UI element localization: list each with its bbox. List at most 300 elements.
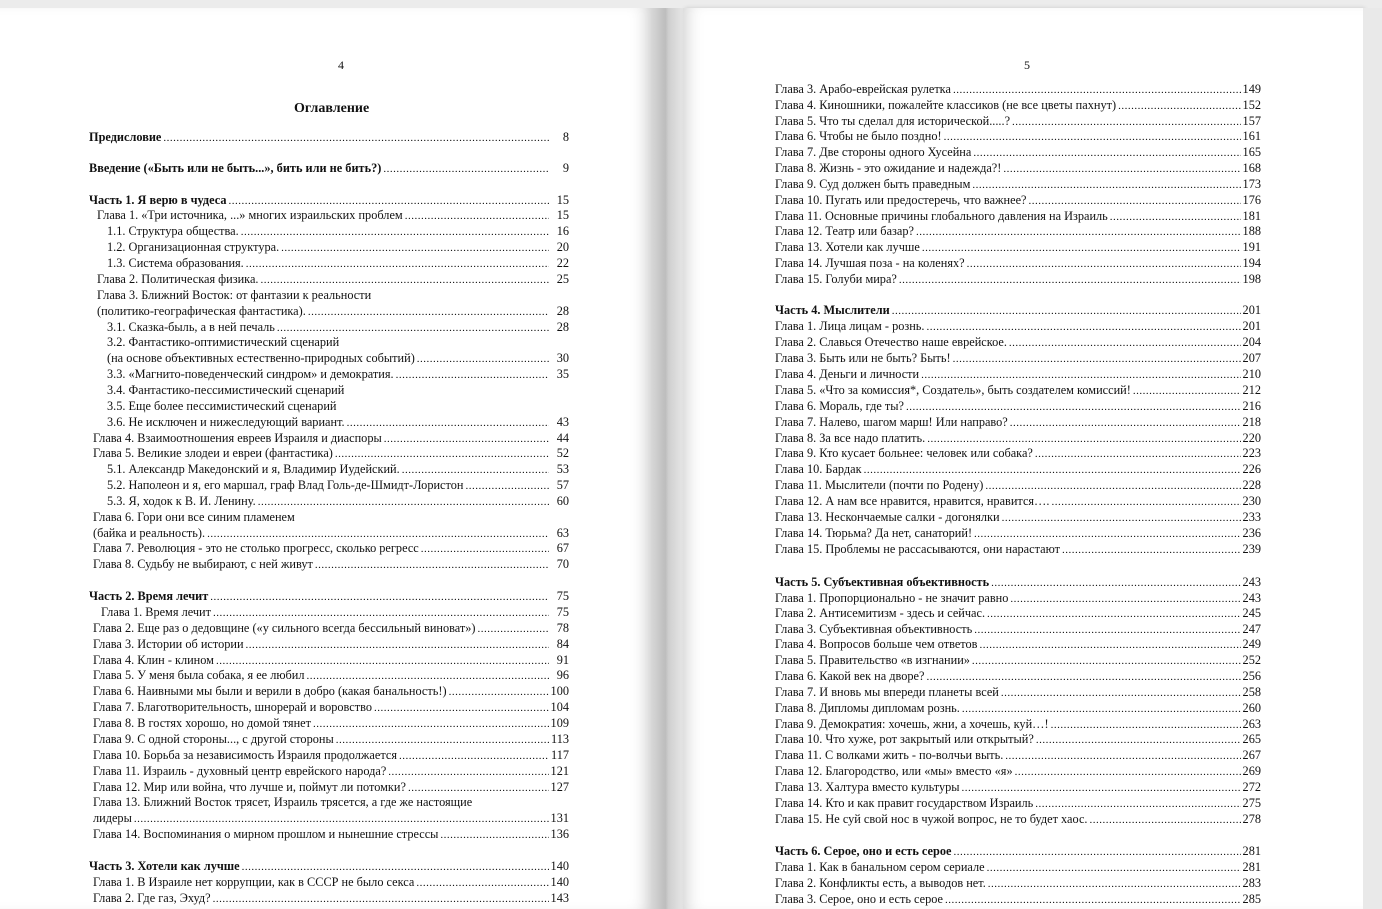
toc-entry-page: 52	[556, 446, 569, 460]
toc-part-heading	[89, 130, 569, 146]
dot-leader	[374, 700, 549, 716]
toc-entry	[775, 796, 1261, 812]
dot-leader	[926, 669, 1240, 685]
toc-entry-page	[551, 288, 569, 304]
dot-leader	[1051, 717, 1241, 733]
toc-part-heading	[775, 303, 1261, 319]
toc-entry-page: 131	[550, 811, 569, 825]
toc-entry-title: Глава 3. Арабо-еврейская рулетка	[775, 82, 951, 96]
toc-entry	[775, 256, 1261, 272]
toc-entry	[89, 875, 569, 891]
dot-leader	[297, 510, 549, 526]
toc-entry	[89, 780, 569, 796]
toc-entry-page: 44	[556, 431, 569, 445]
toc-entry	[775, 462, 1261, 478]
toc-entry-page: 168	[1242, 161, 1261, 175]
toc-entry	[775, 224, 1261, 240]
dot-leader	[1010, 591, 1240, 607]
toc-entry	[89, 304, 569, 320]
toc-entry-page: 35	[556, 367, 569, 381]
dot-leader	[308, 304, 549, 320]
toc-entry-title: Глава 2. Конфликты есть, а выводов нет.	[775, 876, 986, 890]
toc-part-heading	[775, 575, 1261, 591]
toc-entry-title: Глава 13. Хотели как лучше	[775, 240, 920, 254]
toc-entry	[89, 320, 569, 336]
toc-part-heading	[775, 844, 1261, 860]
dot-leader	[277, 320, 549, 336]
toc-entry	[775, 812, 1261, 828]
toc-entry-page: 201	[1242, 303, 1261, 317]
toc-entry-page: 15	[556, 193, 569, 207]
toc-entry-title: Глава 5. Что ты сделал для исторической.....?	[775, 114, 1011, 128]
toc-entry	[775, 494, 1261, 510]
dot-leader	[944, 129, 1241, 145]
toc-entry	[89, 494, 569, 510]
toc-entry-page: 140	[550, 859, 569, 873]
toc-entry-title: Глава 10. Борьба за независимость Израиля продолжается	[93, 748, 397, 762]
toc-entry-page: 100	[550, 684, 569, 698]
toc-entry-page: 281	[1242, 860, 1261, 874]
toc-entry-page: 263	[1242, 717, 1261, 731]
dot-leader	[408, 780, 549, 796]
toc-entry-title: Глава 13. Халтура вместо культуры	[775, 780, 960, 794]
toc-entry-page: 25	[556, 272, 569, 286]
toc-entry	[775, 161, 1261, 177]
toc-entry-page: 207	[1242, 351, 1261, 365]
toc-entry	[89, 288, 569, 304]
toc-entry-title: Глава 4. Клин - клином	[93, 653, 214, 667]
toc-entry-page: 149	[1242, 82, 1261, 96]
toc-entry-title: Глава 9. С одной стороны..., с другой стороны	[93, 732, 334, 746]
toc-entry-title: Часть 4. Мыслители	[775, 303, 890, 317]
dot-leader	[1035, 446, 1241, 462]
toc-entry	[89, 684, 569, 700]
toc-entry-page: 223	[1242, 446, 1261, 460]
dot-leader	[416, 875, 548, 891]
dot-leader	[953, 844, 1240, 860]
dot-leader	[336, 732, 549, 748]
toc-entry	[89, 272, 569, 288]
toc-entry-title: 3.5. Еще более пессимистический сценарий	[107, 399, 337, 413]
toc-entry	[89, 668, 569, 684]
toc-entry-page: 278	[1242, 812, 1261, 826]
toc-entry-title: Глава 12. Благородство, или «мы» вместо «я»	[775, 764, 1013, 778]
page-edge	[1363, 8, 1382, 909]
toc-entry-title: Глава 7. Благотворительность, шнорерай и воровство	[93, 700, 372, 714]
dot-leader	[1002, 510, 1241, 526]
toc-entry-page: 143	[550, 891, 569, 905]
toc-entry-page: 43	[556, 415, 569, 429]
toc-entry	[775, 209, 1261, 225]
dot-leader	[474, 795, 549, 811]
toc-entry-title: Глава 5. «Что за комиссия*, Создатель», быть создателем комиссий!	[775, 383, 1131, 397]
toc-entry-page: 230	[1242, 494, 1261, 508]
page-number: 4	[338, 58, 344, 72]
dot-leader	[953, 82, 1241, 98]
dot-leader	[315, 557, 549, 573]
toc-entry	[89, 399, 569, 415]
dot-leader	[1028, 193, 1240, 209]
toc-entry-page: 181	[1242, 209, 1261, 223]
dot-leader	[417, 351, 549, 367]
toc-entry	[89, 224, 569, 240]
toc-entry-page: 272	[1242, 780, 1261, 794]
toc-entry-title: Глава 2. Славься Отечество наше еврейское.	[775, 335, 1007, 349]
toc-entry-page	[551, 399, 569, 415]
toc-entry	[775, 637, 1261, 653]
toc-title: Оглавление	[294, 101, 370, 116]
toc-entry-page: 53	[556, 462, 569, 476]
toc-entry-title: Глава 4. Вопросов больше чем ответов	[775, 637, 978, 651]
toc-entry	[775, 542, 1261, 558]
toc-entry-page: 16	[556, 224, 569, 238]
toc-entry-title: 3.1. Сказка-быль, а в ней печаль	[107, 320, 275, 334]
toc-entry	[89, 827, 569, 843]
toc-entry-title: Предисловие	[89, 130, 162, 144]
toc-entry	[775, 129, 1261, 145]
toc-entry-page: 267	[1242, 748, 1261, 762]
dot-leader	[1005, 748, 1240, 764]
toc-entry-page: 117	[551, 748, 569, 762]
dot-leader	[163, 130, 549, 146]
toc-entry-title: Глава 14. Воспоминания о мирном прошлом и нынешние стрессы	[93, 827, 439, 841]
toc-entry-page: 70	[556, 557, 569, 571]
toc-entry-page: 136	[550, 827, 569, 841]
toc-entry-page: 243	[1242, 575, 1261, 589]
toc-entry	[775, 606, 1261, 622]
dot-leader	[465, 478, 549, 494]
toc-entry-title: Глава 11. Израиль - духовный центр еврейского народа?	[93, 764, 387, 778]
toc-entry-title: 3.4. Фантастико-пессимистический сценарий	[107, 383, 345, 397]
dot-leader	[258, 494, 549, 510]
dot-leader	[899, 272, 1241, 288]
toc-entry-title: Глава 14. Кто и как правит государством Израиль	[775, 796, 1034, 810]
toc-entry-page: 249	[1242, 637, 1261, 651]
toc-entry-page: 218	[1242, 415, 1261, 429]
dot-leader	[1003, 161, 1240, 177]
toc-entry-title: Глава 3. Истории об истории	[93, 637, 244, 651]
toc-entry-title: Глава 10. Пугать или предостеречь, что важнее?	[775, 193, 1027, 207]
dot-leader	[388, 764, 548, 780]
toc-entry-page: 78	[556, 621, 569, 635]
dot-leader	[210, 589, 549, 605]
dot-leader	[1012, 114, 1241, 130]
dot-leader	[399, 748, 549, 764]
toc-entry	[89, 700, 569, 716]
toc-entry-title: Глава 3. Ближний Восток: от фантазии к реальности	[97, 288, 372, 302]
toc-entry-title: Глава 10. Что хуже, рот закрытый или открытый?	[775, 732, 1034, 746]
toc-entry	[89, 716, 569, 732]
toc-entry-title: Глава 4. Взаимоотношения евреев Израиля и диаспоры	[93, 431, 382, 445]
dot-leader	[216, 653, 549, 669]
toc-entry-title: Глава 6. Чтобы не было поздно!	[775, 129, 942, 143]
dot-leader	[945, 892, 1241, 908]
dot-leader	[864, 462, 1241, 478]
toc-entry	[89, 431, 569, 447]
toc-entry-title: Глава 13. Ближний Восток трясет, Израиль трясется, а где же настоящие	[93, 795, 473, 809]
left-page	[0, 8, 651, 909]
toc-part-heading	[89, 161, 569, 177]
toc-entry-page: 243	[1242, 591, 1261, 605]
toc-entry-title: Введение («Быть или не быть...», бить или не бить?)	[89, 161, 382, 175]
toc-entry-title: Глава 14. Лучшая поза - на коленях?	[775, 256, 965, 270]
toc-entry	[89, 526, 569, 542]
toc-entry-page: 247	[1242, 622, 1261, 636]
toc-entry-page: 173	[1242, 177, 1261, 191]
toc-entry-title: Глава 15. Голуби мира?	[775, 272, 897, 286]
toc-entry	[775, 114, 1261, 130]
toc-entry-page: 198	[1242, 272, 1261, 286]
toc-entry-page: 176	[1242, 193, 1261, 207]
toc-entry-page: 285	[1242, 892, 1261, 906]
dot-leader	[341, 335, 549, 351]
toc-entry-title: Глава 9. Демократия: хочешь, жни, а хочешь, куй…!	[775, 717, 1049, 731]
toc-entry-title: 1.1. Структура общества.	[107, 224, 239, 238]
toc-entry	[89, 795, 569, 811]
dot-leader	[991, 575, 1240, 591]
toc-entry-title: Глава 11. С волками жить - по-волчьи выть.	[775, 748, 1004, 762]
dot-leader	[213, 605, 549, 621]
toc-entry-page: 22	[556, 256, 569, 270]
toc-entry	[775, 177, 1261, 193]
dot-leader	[987, 606, 1241, 622]
dot-leader	[246, 637, 549, 653]
toc-entry-title: Глава 1. Как в банальном сером сериале	[775, 860, 985, 874]
toc-entry-page: 216	[1242, 399, 1261, 413]
toc-entry-title: 1.2. Организационная структура.	[107, 240, 280, 254]
dot-leader	[338, 399, 549, 415]
toc-entry	[775, 399, 1261, 415]
toc-entry-page: 245	[1242, 606, 1261, 620]
toc-entry-page: 256	[1242, 669, 1261, 683]
toc-entry-title: Глава 7. Две стороны одного Хусейна	[775, 145, 972, 159]
toc-entry-title: Глава 8. Судьбу не выбирают, с ней живут	[93, 557, 313, 571]
dot-leader	[396, 367, 549, 383]
dot-leader	[1015, 764, 1241, 780]
toc-entry-page: 75	[556, 589, 569, 603]
toc-part-heading	[89, 589, 569, 605]
toc-entry-title: Глава 1. Лица лицам - рознь.	[775, 319, 925, 333]
toc-entry-title: Глава 3. Субъективная объективность	[775, 622, 973, 636]
dot-leader	[972, 177, 1240, 193]
toc-entry	[89, 510, 569, 526]
toc-entry	[89, 208, 569, 224]
toc-entry-title: Глава 14. Тюрьма? Да нет, санаторий!	[775, 526, 973, 540]
dot-leader	[246, 256, 549, 272]
toc-part-heading	[89, 859, 569, 875]
toc-entry-page: 109	[550, 716, 569, 730]
toc-entry	[775, 876, 1261, 892]
dot-leader	[972, 653, 1241, 669]
toc-entry-page: 275	[1242, 796, 1261, 810]
toc-entry	[89, 748, 569, 764]
toc-entry	[89, 605, 569, 621]
dot-leader	[1036, 732, 1241, 748]
toc-entry	[775, 319, 1261, 335]
toc-entry	[89, 637, 569, 653]
toc-entry-title: Глава 7. Налево, шагом марш! Или направо?	[775, 415, 1008, 429]
toc-entry-title: Глава 5. У меня была собака, я ее любил	[93, 668, 305, 682]
toc-entry-page: 127	[550, 780, 569, 794]
toc-entry-page: 67	[556, 541, 569, 555]
toc-entry	[775, 764, 1261, 780]
toc-entry	[89, 764, 569, 780]
toc-entry-title: Глава 1. Пропорционально - не значит равно	[775, 591, 1009, 605]
toc-entry-page: 75	[556, 605, 569, 619]
toc-entry-title: Глава 12. Мир или война, что лучше и, поймут ли потомки?	[93, 780, 406, 794]
dot-leader	[927, 431, 1240, 447]
toc-entry-title: Глава 5. Великие злодеи и евреи (фантастика)	[93, 446, 333, 460]
toc-entry-title: (политико-географическая фантастика).	[97, 304, 306, 318]
toc-entry-title: Глава 15. Не суй свой нос в чужой вопрос, не то будет хаос.	[775, 812, 1088, 826]
dot-leader	[440, 827, 548, 843]
toc-entry	[775, 685, 1261, 701]
toc-entry-page: 226	[1242, 462, 1261, 476]
toc-entry-page: 281	[1242, 844, 1261, 858]
page-number: 5	[1024, 58, 1030, 72]
dot-leader	[384, 431, 549, 447]
dot-leader	[962, 701, 1241, 717]
toc-entry-title: Глава 9. Кто кусает больнее: человек или собака?	[775, 446, 1033, 460]
dot-leader	[1051, 494, 1240, 510]
toc-entry-title: Глава 8. В гостях хорошо, но домой тянет	[93, 716, 311, 730]
dot-leader	[1089, 812, 1240, 828]
toc-entry	[89, 478, 569, 494]
toc-entry-page: 236	[1242, 526, 1261, 540]
toc-entry-title: 3.6. Не исключен и нижеследующий вариант.	[107, 415, 345, 429]
toc-entry	[775, 383, 1261, 399]
dot-leader	[383, 161, 549, 177]
toc-entry-page	[551, 335, 569, 351]
dot-leader	[953, 351, 1241, 367]
toc-entry	[775, 240, 1261, 256]
right-page	[683, 8, 1363, 909]
toc-entry-page: 28	[556, 320, 569, 334]
toc-entry	[775, 272, 1261, 288]
toc-entry-page: 220	[1242, 431, 1261, 445]
toc-entry-page: 258	[1242, 685, 1261, 699]
toc-entry-page: 283	[1242, 876, 1261, 890]
toc-entry-title: Глава 2. Политическая физика.	[97, 272, 259, 286]
toc-entry	[775, 669, 1261, 685]
toc-entry	[775, 860, 1261, 876]
dot-leader	[926, 319, 1240, 335]
dot-leader	[921, 367, 1240, 383]
toc-entry-page: 210	[1242, 367, 1261, 381]
toc-entry	[89, 653, 569, 669]
dot-leader	[1009, 335, 1241, 351]
toc-entry-page: 188	[1242, 224, 1261, 238]
toc-entry-page: 260	[1242, 701, 1261, 715]
dot-leader	[1001, 685, 1241, 701]
toc-entry-page: 252	[1242, 653, 1261, 667]
toc-entry-title: Глава 12. Театр или базар?	[775, 224, 914, 238]
dot-leader	[973, 145, 1240, 161]
toc-entry-page: 96	[556, 668, 569, 682]
toc-entry-page: 265	[1242, 732, 1261, 746]
dot-leader	[974, 526, 1241, 542]
dot-leader	[916, 224, 1241, 240]
toc-entry-page: 104	[550, 700, 569, 714]
toc-entry-title: Глава 15. Проблемы не рассасываются, они нарастают	[775, 542, 1060, 556]
toc-entry-page: 194	[1242, 256, 1261, 270]
dot-leader	[988, 876, 1241, 892]
toc-entry-title: Глава 1. В Израиле нет коррупции, как в СССР не было секса	[93, 875, 415, 889]
toc-entry-title: 5.2. Наполеон и я, его маршал, граф Влад Голь-де-Шмидт-Лористон	[107, 478, 464, 492]
toc-entry-title: Глава 10. Бардак	[775, 462, 862, 476]
toc-entry-page: 269	[1242, 764, 1261, 778]
toc-entry	[775, 193, 1261, 209]
dot-leader	[402, 462, 549, 478]
dot-leader	[405, 208, 549, 224]
toc-entry-title: Глава 5. Правительство «в изгнании»	[775, 653, 970, 667]
toc-entry-title: Глава 9. Суд должен быть праведным	[775, 177, 971, 191]
toc-entry	[89, 240, 569, 256]
toc-entry	[775, 431, 1261, 447]
dot-leader	[962, 780, 1241, 796]
toc-entry-page: 191	[1242, 240, 1261, 254]
toc-entry	[775, 145, 1261, 161]
toc-entry-page: 91	[556, 653, 569, 667]
toc-entry-title: Глава 7. И вновь мы впереди планеты всей	[775, 685, 999, 699]
toc-entry	[89, 383, 569, 399]
toc-entry-title: Часть 1. Я верю в чудеса	[89, 193, 227, 207]
toc-entry-page: 63	[556, 526, 569, 540]
toc-entry-page	[551, 795, 569, 811]
toc-entry	[89, 462, 569, 478]
dot-leader	[922, 240, 1241, 256]
toc-entry-title: 5.1. Александр Македонский и я, Владимир Иудейский.	[107, 462, 400, 476]
dot-leader	[987, 860, 1241, 876]
toc-entry	[775, 367, 1261, 383]
toc-entry	[89, 415, 569, 431]
toc-entry-page: 165	[1242, 145, 1261, 159]
dot-leader	[906, 399, 1241, 415]
toc-entry-title: Глава 7. Революция - это не столько прогресс, сколько регресс	[93, 541, 419, 555]
toc-entry-title: Глава 1. «Три источника, ...» многих израильских проблем	[97, 208, 403, 222]
toc-entry	[775, 415, 1261, 431]
toc-entry-title: Глава 8. Дипломы дипломам рознь.	[775, 701, 960, 715]
dot-leader	[478, 621, 549, 637]
toc-entry-title: Глава 8. За все надо платить.	[775, 431, 926, 445]
toc-entry-page: 113	[551, 732, 569, 746]
toc-entry	[89, 621, 569, 637]
toc-entry-title: 3.3. «Магнито-поведенческий синдром» и демократия.	[107, 367, 394, 381]
toc-entry	[775, 82, 1261, 98]
toc-entry-title: Часть 3. Хотели как лучше	[89, 859, 240, 873]
toc-entry-page: 84	[556, 637, 569, 651]
toc-entry	[775, 351, 1261, 367]
toc-entry-title: Глава 12. А нам все нравится, нравится, нравится….	[775, 494, 1050, 508]
toc-entry-title: Глава 8. Жизнь - это ожидание и надежда?!	[775, 161, 1002, 175]
toc-entry-title: Глава 11. Основные причины глобального давления на Израиль	[775, 209, 1108, 223]
dot-leader	[1110, 209, 1241, 225]
toc-entry-title: 5.3. Я, ходок к В. И. Ленину.	[107, 494, 256, 508]
toc-entry-page: 28	[556, 304, 569, 318]
toc-entry	[775, 446, 1261, 462]
dot-leader	[985, 478, 1240, 494]
dot-leader	[313, 716, 549, 732]
toc-entry-title: Глава 13. Нескончаемые салки - догонялки	[775, 510, 1000, 524]
toc-entry-page: 152	[1242, 98, 1261, 112]
toc-part-heading	[89, 193, 569, 209]
toc-entry	[89, 351, 569, 367]
toc-entry	[89, 732, 569, 748]
dot-leader	[1035, 796, 1240, 812]
toc-entry-page: 57	[556, 478, 569, 492]
toc-entry-page: 204	[1242, 335, 1261, 349]
book-gutter	[651, 8, 683, 909]
